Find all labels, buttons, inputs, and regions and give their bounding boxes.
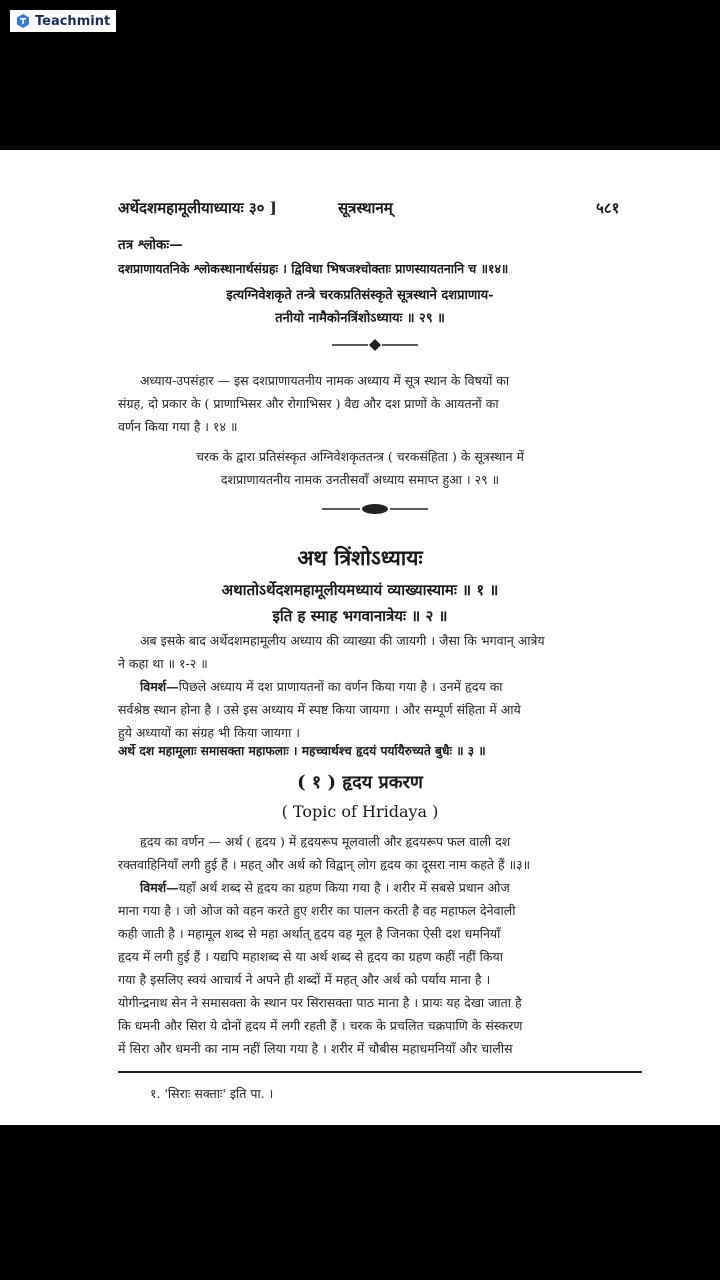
- vimarsha-2-line-8: में सिरा और धमनी का नाम नहीं लिया गया है । शरीर में चौबीस महाधमनियाँ और चालीस: [118, 1041, 513, 1056]
- vimarsha-2-line-2: माना गया है । जो ओज को वहन करते हुए शरीर का पालन करती है वह महाफल देनेवाली: [118, 903, 516, 918]
- summary-line-2: संग्रह, दो प्रकार के ( प्राणाभिसर और रोगाभिसर ) वैद्य और दश प्राणों के आयतनों का: [118, 396, 499, 411]
- vimarsha-2-line-5: गया है इसलिए स्वयं आचार्य ने अपने ही शब्दों में महत् और अर्थ को पर्याय माना है ।: [118, 972, 491, 987]
- hindi-colophon-2: दशप्राणायतनीय नामक उनतीसवाँ अध्याय समाप्त हुआ । २९ ॥: [220, 472, 500, 487]
- teachmint-badge[interactable]: [10, 10, 116, 32]
- vimarsha-2-line-7: कि धमनी और सिरा ये दोनों हृदय में लगी रहती हैं । चरक के प्रचलित चक्रपाणि के संस्करण: [118, 1018, 523, 1033]
- vimarsha-2-line-1: विमर्श—यहाँ अर्थ शब्द से हृदय का ग्रहण किया गया है । शरीर में सबसे प्रधान ओज: [140, 880, 510, 895]
- heart-para-line-1: हृदय का वर्णन — अर्थ ( हृदय ) में हृदयरूप मूलवाली और हृदयरूप फल वाली दश: [140, 834, 511, 849]
- ornament-divider-icon: [330, 338, 420, 352]
- page-header-left: अर्थेदशमहामूलीयाध्यायः ३० ]: [118, 199, 277, 217]
- hindi-colophon-1: चरक के द्वारा प्रतिसंस्कृत अग्निवेशकृततन्त्र ( चरकसंहिता ) के सूत्रस्थान में: [195, 449, 525, 464]
- vimarsha-1-line-3: हुये अध्यायों का संग्रह भी किया जायगा ।: [118, 725, 301, 740]
- translation-line-2: ने कहा था ॥ १-२ ॥: [118, 656, 208, 671]
- footnote: १. 'सिराः सक्ताः' इति पा. ।: [150, 1086, 274, 1101]
- vimarsha-label: विमर्श—: [140, 679, 179, 694]
- translation-line-1: अब इसके बाद अर्थेदशमहामूलीय अध्याय की व्याख्या की जायगी । जैसा कि भगवान् आत्रेय: [140, 633, 545, 648]
- footnote-rule: [118, 1071, 642, 1073]
- chapter-title: अथ त्रिंशोऽध्यायः: [297, 545, 423, 570]
- vimarsha-2-line-4: हृदय में लगी हुई हैं । यद्यपि महाशब्द से या अर्थ शब्द से हृदय का ग्रहण कहीं नहीं किया: [118, 949, 503, 964]
- scanned-page: [0, 150, 720, 1125]
- summary-line-1: अध्याय-उपसंहार — इस दशप्राणायतनीय नामक अध्याय में सूत्र स्थान के विषयों का: [140, 373, 510, 388]
- colophon-line-1: इत्यग्निवेशकृते तन्त्रे चरकप्रतिसंस्कृते सूत्रस्थाने दशप्राणाय-: [226, 288, 494, 303]
- sutra-1: अथातोऽर्थेदशमहामूलीयमध्यायं व्याख्यास्यामः ॥ १ ॥: [221, 581, 499, 599]
- heart-para-line-2: रक्तवाहिनियाँ लगी हुई हैं । महत् और अर्थ को विद्वान् लोग हृदय का दूसरा नाम कहते हैं ॥३॥: [118, 857, 531, 872]
- vimarsha-1-line-1: विमर्श—पिछले अध्याय में दश प्राणायतनों का वर्णन किया गया है । उनमें हृदय का: [140, 679, 503, 694]
- vimarsha-1-line-2: सर्वश्रेष्ठ स्थान होना है । उसे इस अध्याय में स्पष्ट किया जायगा । और सम्पूर्ण संहिता में आये: [118, 702, 521, 717]
- brand-name: Teachmint: [35, 13, 111, 29]
- colophon-line-2: तनीयो नामैकोनत्रिंशोऽध्यायः ॥ २९ ॥: [275, 311, 445, 326]
- section-subtitle: ( Topic of Hridaya ): [281, 802, 439, 821]
- verse-3: अर्थे दश महामूलाः समासक्ता महाफलाः । महच्चार्थश्च हृदयं पर्यायैरुच्यते बुधैः ॥ ३ ॥: [118, 744, 486, 758]
- section-title: ( १ ) हृदय प्रकरण: [297, 772, 423, 793]
- page-header-center: सूत्रस्थानम्: [338, 199, 393, 217]
- vimarsha-2-line-6: योगीन्द्रनाथ सेन ने समासक्ता के स्थान पर सिरासक्ता पाठ माना है । प्रायः यह देखा जाता है: [118, 995, 522, 1010]
- vimarsha-label: विमर्श—: [140, 880, 179, 895]
- sutra-2: इति ह स्माह भगवानात्रेयः ॥ २ ॥: [272, 607, 448, 625]
- ornament-divider-icon: [320, 502, 430, 516]
- verse-label: तत्र श्लोकः—: [118, 237, 183, 253]
- page-number: ५८१: [596, 199, 620, 217]
- teachmint-logo-icon: [16, 14, 30, 28]
- vimarsha-2-line-3: कही जाती है । महामूल शब्द से महा अर्थात् हृदय वह मूल है जिनका ऐसी दश धमनियाँ: [118, 926, 501, 941]
- summary-line-3: वर्णन किया गया है । १४ ॥: [118, 419, 238, 434]
- verse-line: दशप्राणायतनिके श्लोकस्थानार्थसंग्रहः । द्विविधा भिषजश्चोक्ताः प्राणस्यायतनानि च ॥१४॥: [118, 261, 509, 276]
